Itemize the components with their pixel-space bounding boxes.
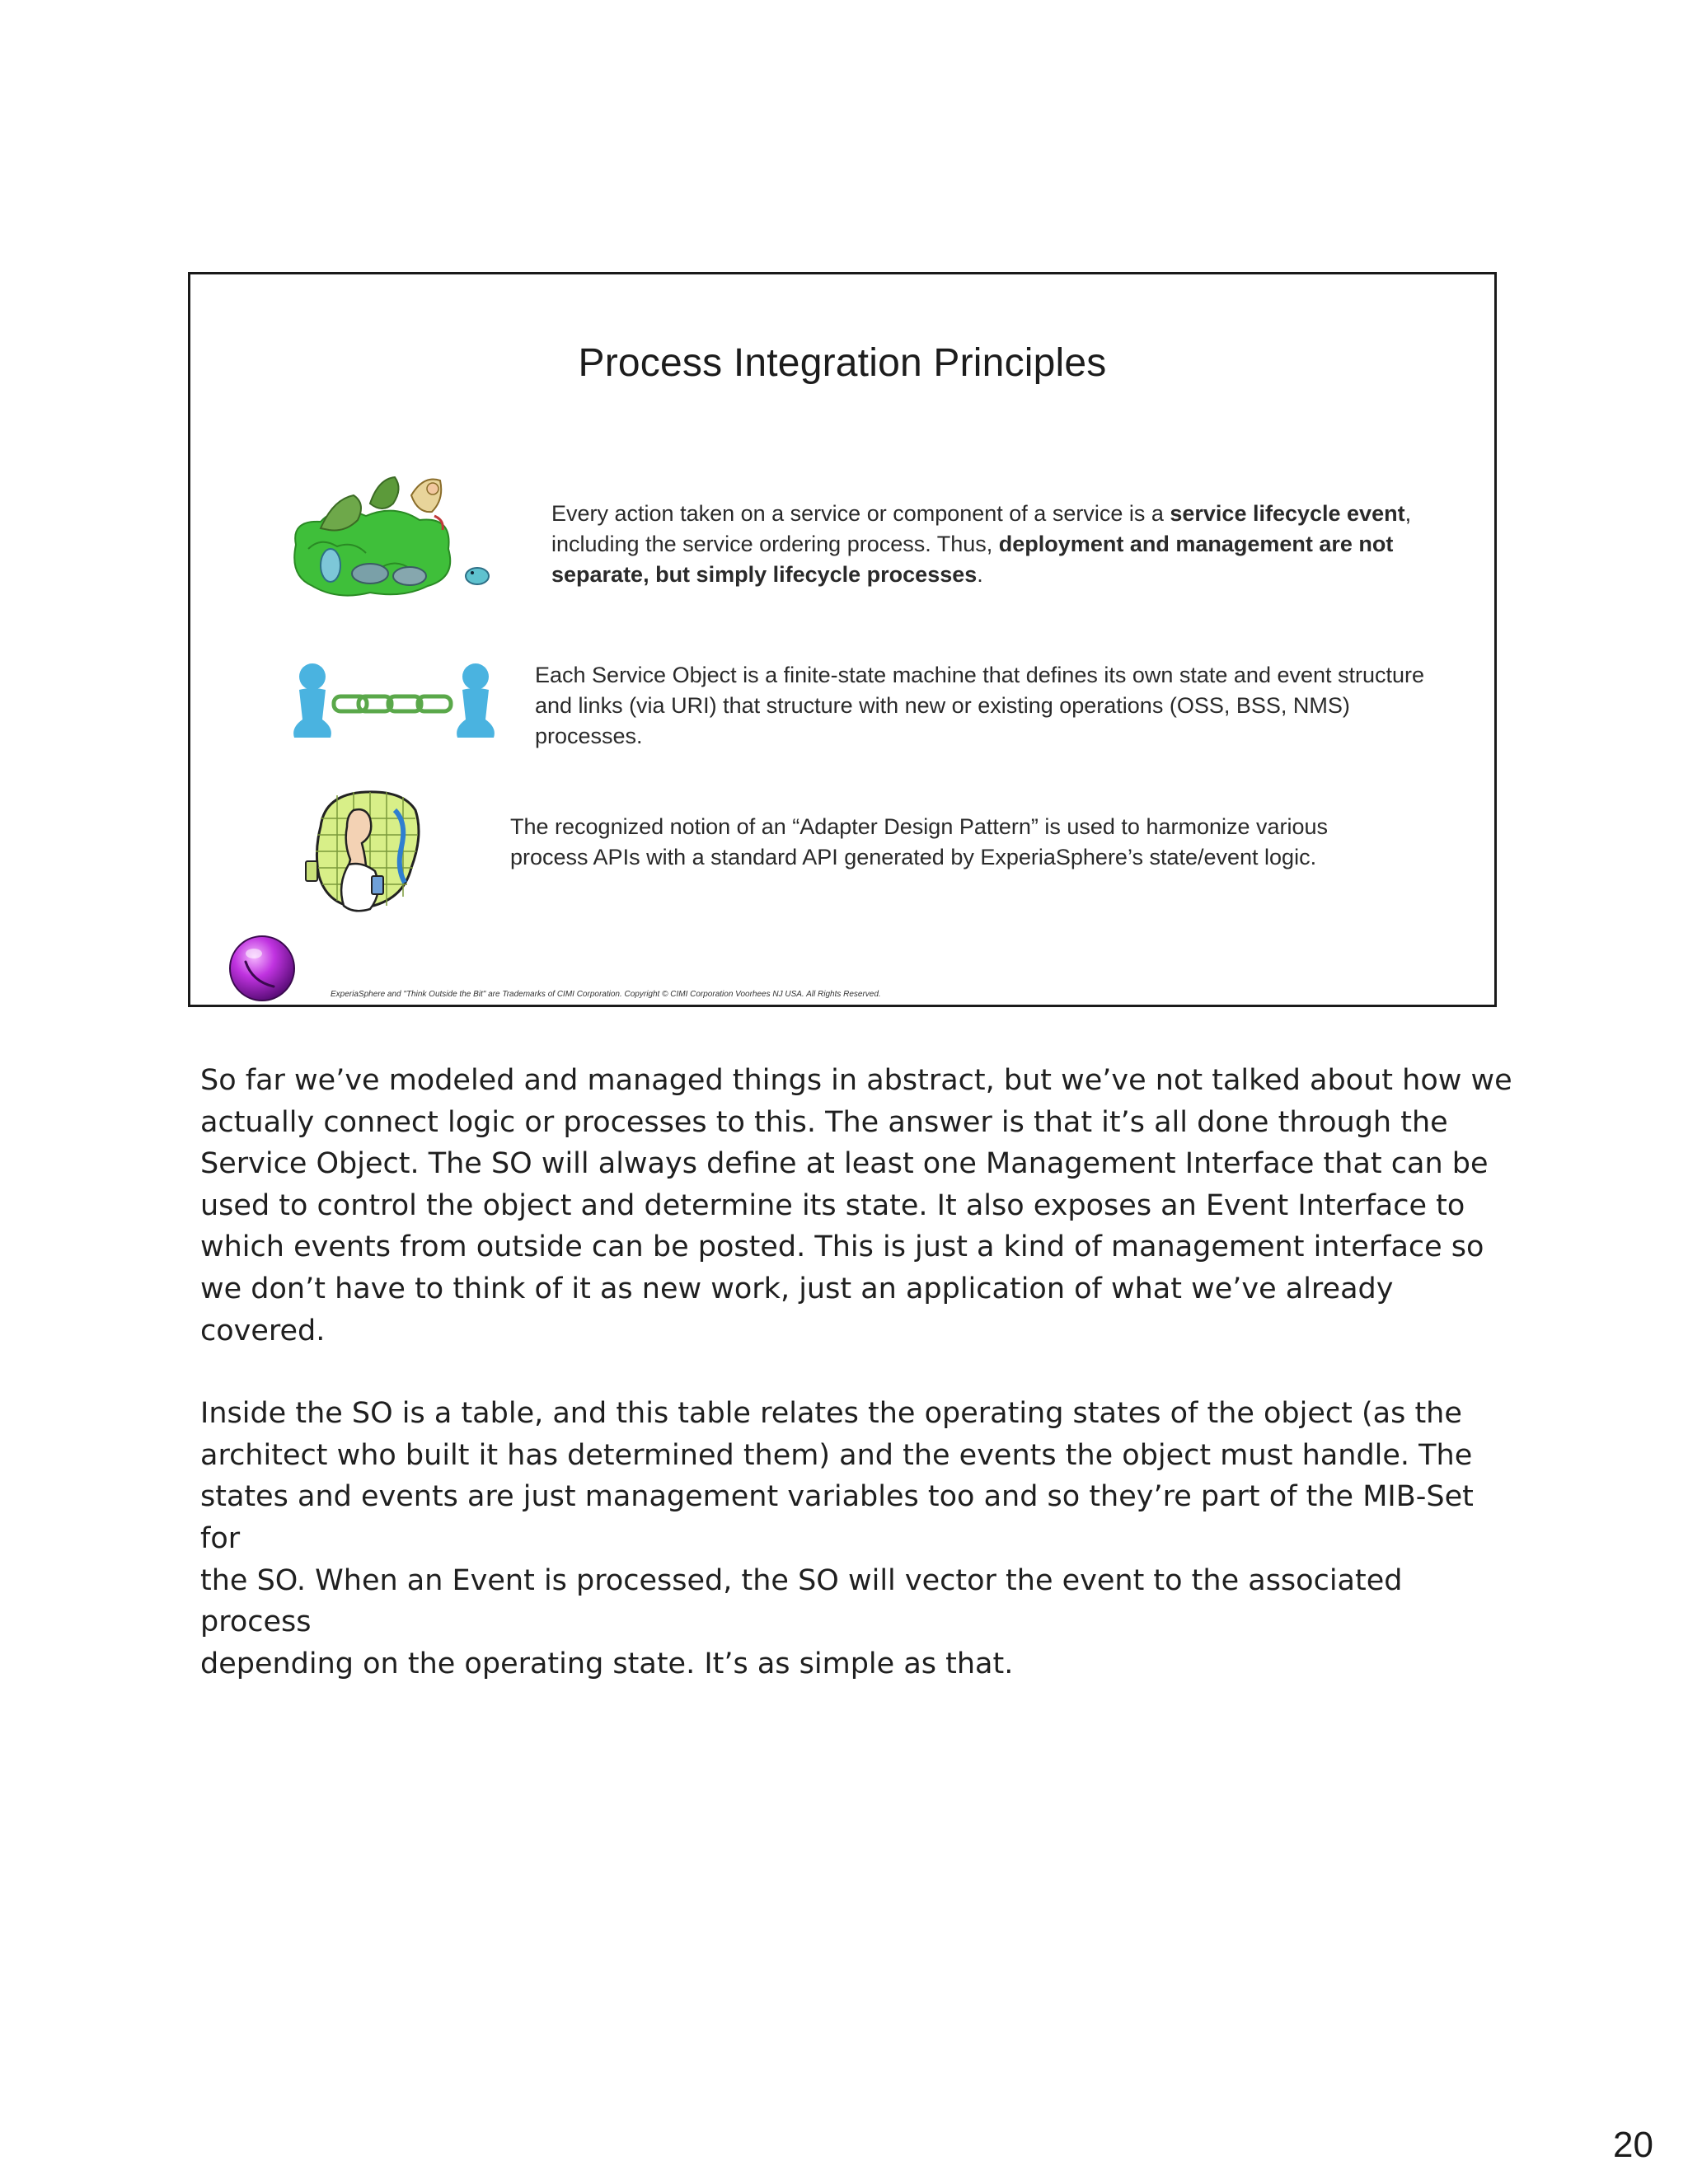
notes-body: [200, 1060, 1519, 1685]
chain-link-people-icon: [288, 662, 500, 744]
purple-sphere-logo-icon: [227, 934, 297, 1003]
person-at-map-icon: [304, 785, 428, 917]
bullet-run: .: [977, 562, 983, 587]
bullet-run: , including the service ordering process. Thus,: [551, 501, 1412, 556]
bullet-emphasis: service lifecycle event: [1170, 501, 1405, 526]
bullet-lifecycle-text: [551, 499, 1442, 590]
bullet-service-object-text: Each Service Object is a finite-state machine that defines its own state and event structure and links (via URI) that structure with new or existing operations (OSS, BSS, NMS) processes.: [535, 663, 1425, 748]
bullet-emphasis: deployment and management are not separate, but simply lifecycle processes: [551, 532, 1394, 587]
garden-creatures-icon: [288, 471, 500, 602]
copyright-notice: ExperiaSphere and "Think Outside the Bit" are Trademarks of CIMI Corporation. Copyright © CIMI Corporation Voorhees NJ USA. All Rights Reserved.: [331, 990, 881, 999]
notes-paragraph: Inside the SO is a table, and this table relates the operating states of the object (as the architect who built it has determined them) and the events the object must handle. The states and events are just management variables too and so they’re part of the MIB-Set for the SO. When an Event is processed, the SO will vector the event to the associated process depending on the operating state. It’s as simple as that.: [200, 1397, 1474, 1680]
notes-paragraph: So far we’ve modeled and managed things in abstract, but we’ve not talked about how we actually connect logic or processes to this. The answer is that it’s all done through the Service Object. The SO will always define at least one Management Interface that can be used to control the object and determine its state. It also exposes an Event Interface to which events from outside can be posted. This is just a kind of management interface so we don’t have to think of it as new work, just an application of what we’ve already covered.: [200, 1064, 1512, 1347]
bullet-run: Every action taken on a service or component of a service is a: [551, 501, 1170, 526]
page-number: 20: [1613, 2125, 1653, 2165]
slide-title: Process Integration Principles: [578, 341, 1107, 385]
slide-frame: [188, 272, 1497, 1007]
bullet-adapter-pattern-text: The recognized notion of an “Adapter Design Pattern” is used to harmonize various process APIs with a standard API generated by ExperiaSphere’s state/event logic.: [510, 814, 1329, 869]
